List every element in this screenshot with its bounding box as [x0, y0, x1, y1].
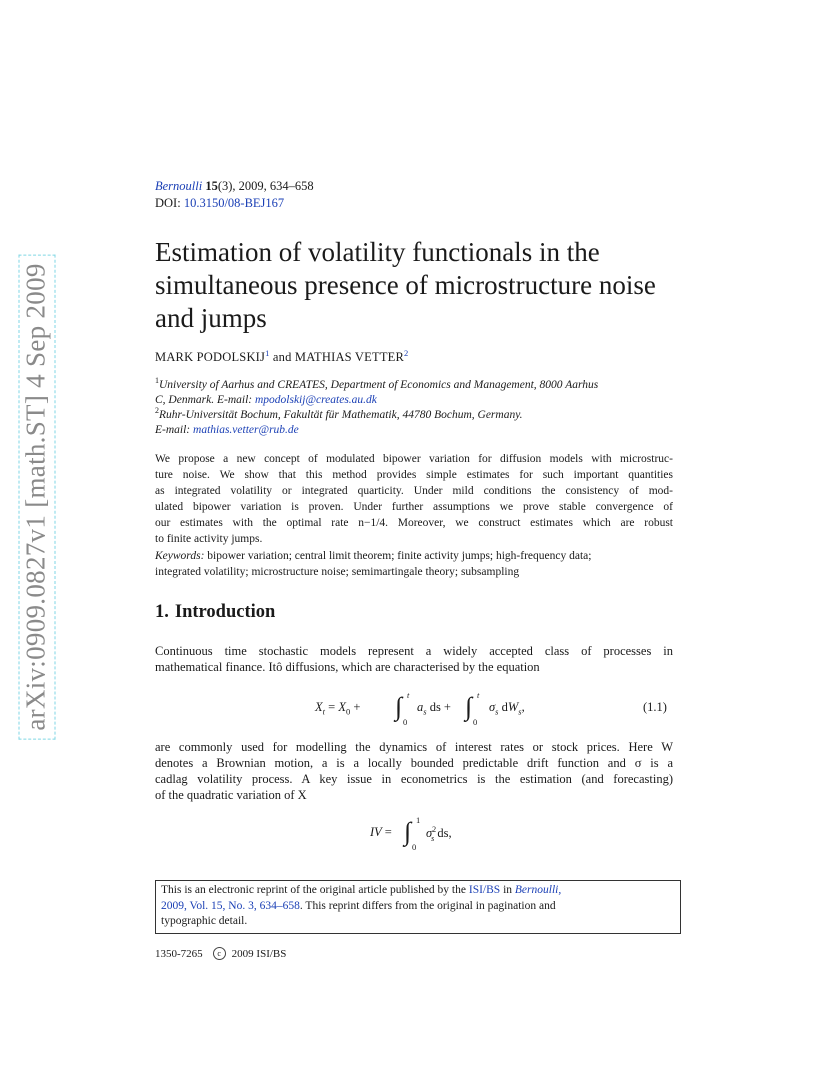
intro-paragraph: [155, 643, 673, 675]
doi-link[interactable]: 10.3150/08-BEJ167: [183, 196, 285, 210]
copyright-icon: c: [213, 947, 226, 960]
paragraph-line: are commonly used for modelling the dynamics of interest rates or stock prices. Here W: [155, 740, 673, 754]
article-link[interactable]: 2009, Vol. 15, No. 3, 634–658: [161, 899, 300, 912]
isibs-link[interactable]: ISI/BS: [468, 884, 501, 896]
copyright-holder: 2009 ISI/BS: [231, 948, 287, 960]
keywords-text: bipower variation; central limit theorem; finite activity jumps; high-frequency data;: [207, 550, 592, 562]
equation-iv: IV = ∫ 1 0 $\sigma^2_s$ ds,: [370, 815, 452, 852]
section-heading: [155, 602, 275, 623]
body-paragraph: [155, 739, 673, 803]
keywords-label: Keywords:: [155, 550, 205, 562]
title-line: Estimation of volatility functionals in the: [155, 237, 600, 267]
author-conjunction: and: [272, 350, 292, 365]
affiliation-2: [155, 403, 675, 438]
affiliation-text: C, Denmark. E-mail:: [155, 393, 253, 406]
paragraph-line: mathematical finance. Itô diffusions, which are characterised by the equation: [155, 660, 540, 674]
abstract-line: ture noise. We show that this method provides simple estimates for such important quantities: [155, 469, 673, 481]
journal-link[interactable]: Bernoulli: [155, 179, 203, 193]
section-title: Introduction: [174, 602, 276, 622]
doi-line: [155, 196, 284, 211]
issue-pages: (3), 2009, 634–658: [217, 179, 314, 193]
authors: [155, 348, 409, 365]
section-number: 1.: [155, 602, 169, 622]
equation-number: (1.1): [643, 700, 667, 714]
affiliation-text: University of Aarhus and CREATES, Department of Economics and Management, 8000 Aarhus: [159, 378, 599, 391]
keywords-text: integrated volatility; microstructure noise; semimartingale theory; subsampling: [155, 566, 520, 578]
reprint-text: in: [503, 884, 513, 896]
abstract-line: We propose a new concept of modulated bipower variation for diffusion models with microstruc-: [155, 453, 673, 465]
affiliation-text: Ruhr-Universität Bochum, Fakultät für Mathematik, 44780 Bochum, Germany.: [159, 408, 523, 421]
affiliation-ref[interactable]: 1: [265, 348, 270, 358]
affiliation-marker: 1: [155, 376, 159, 385]
keywords: [155, 548, 673, 580]
author-name: MARK PODOLSKIJ: [155, 350, 266, 365]
affiliation-text: E-mail:: [155, 423, 191, 436]
doi-label: DOI:: [155, 196, 181, 210]
paragraph-line: of the quadratic variation of X: [155, 788, 307, 802]
footer: [155, 947, 286, 960]
paragraph-line: Continuous time stochastic models represent a widely accepted class of processes in: [155, 644, 673, 658]
title-line: simultaneous presence of microstructure noise: [155, 270, 656, 300]
abstract-line: as integrated volatility or integrated quarticity. Under mild conditions the consistency of mod-: [155, 485, 673, 497]
reprint-text: typographic detail.: [161, 915, 248, 927]
affiliation-marker: 2: [155, 406, 159, 415]
title-line: and jumps: [155, 303, 267, 333]
arxiv-stamp[interactable]: arXiv:0909.0827v1 [math.ST] 4 Sep 2009: [19, 254, 56, 739]
reprint-text: . This reprint differs from the original in pagination and: [299, 899, 556, 912]
paper-title: [155, 236, 715, 335]
email-link[interactable]: mathias.vetter@rub.de: [193, 423, 299, 436]
issn: 1350-7265: [155, 948, 203, 960]
email-link[interactable]: mpodolskij@creates.au.dk: [254, 393, 377, 406]
paragraph-line: cadlag volatility process. A key issue in econometrics is the estimation (and forecasting): [155, 772, 673, 786]
reprint-notice: [155, 880, 681, 934]
journal-link[interactable]: Bernoulli,: [514, 884, 562, 896]
journal-citation: [155, 179, 314, 194]
paragraph-line: denotes a Brownian motion, a is a locally bounded predictable drift function and σ is a: [155, 756, 673, 770]
author-name: MATHIAS VETTER: [294, 350, 405, 365]
affiliation-ref[interactable]: 2: [404, 348, 409, 358]
abstract-line: ulated bipower variation is proven. Under further assumptions we prove stable convergence of: [155, 501, 673, 513]
abstract-line: to finite activity jumps.: [155, 533, 263, 545]
volume: 15: [205, 179, 218, 193]
abstract-line: our estimates with the optimal rate n−1/4. Moreover, we construct estimates which are robust: [155, 517, 673, 529]
equation-1-1: $X_t = X_0$ + ∫ t 0 $a_s$ ds + ∫ t 0 $\sigma_s$ $dW_s$,: [315, 690, 525, 727]
reprint-text: This is an electronic reprint of the original article published by the: [161, 884, 466, 896]
abstract: [155, 451, 673, 547]
